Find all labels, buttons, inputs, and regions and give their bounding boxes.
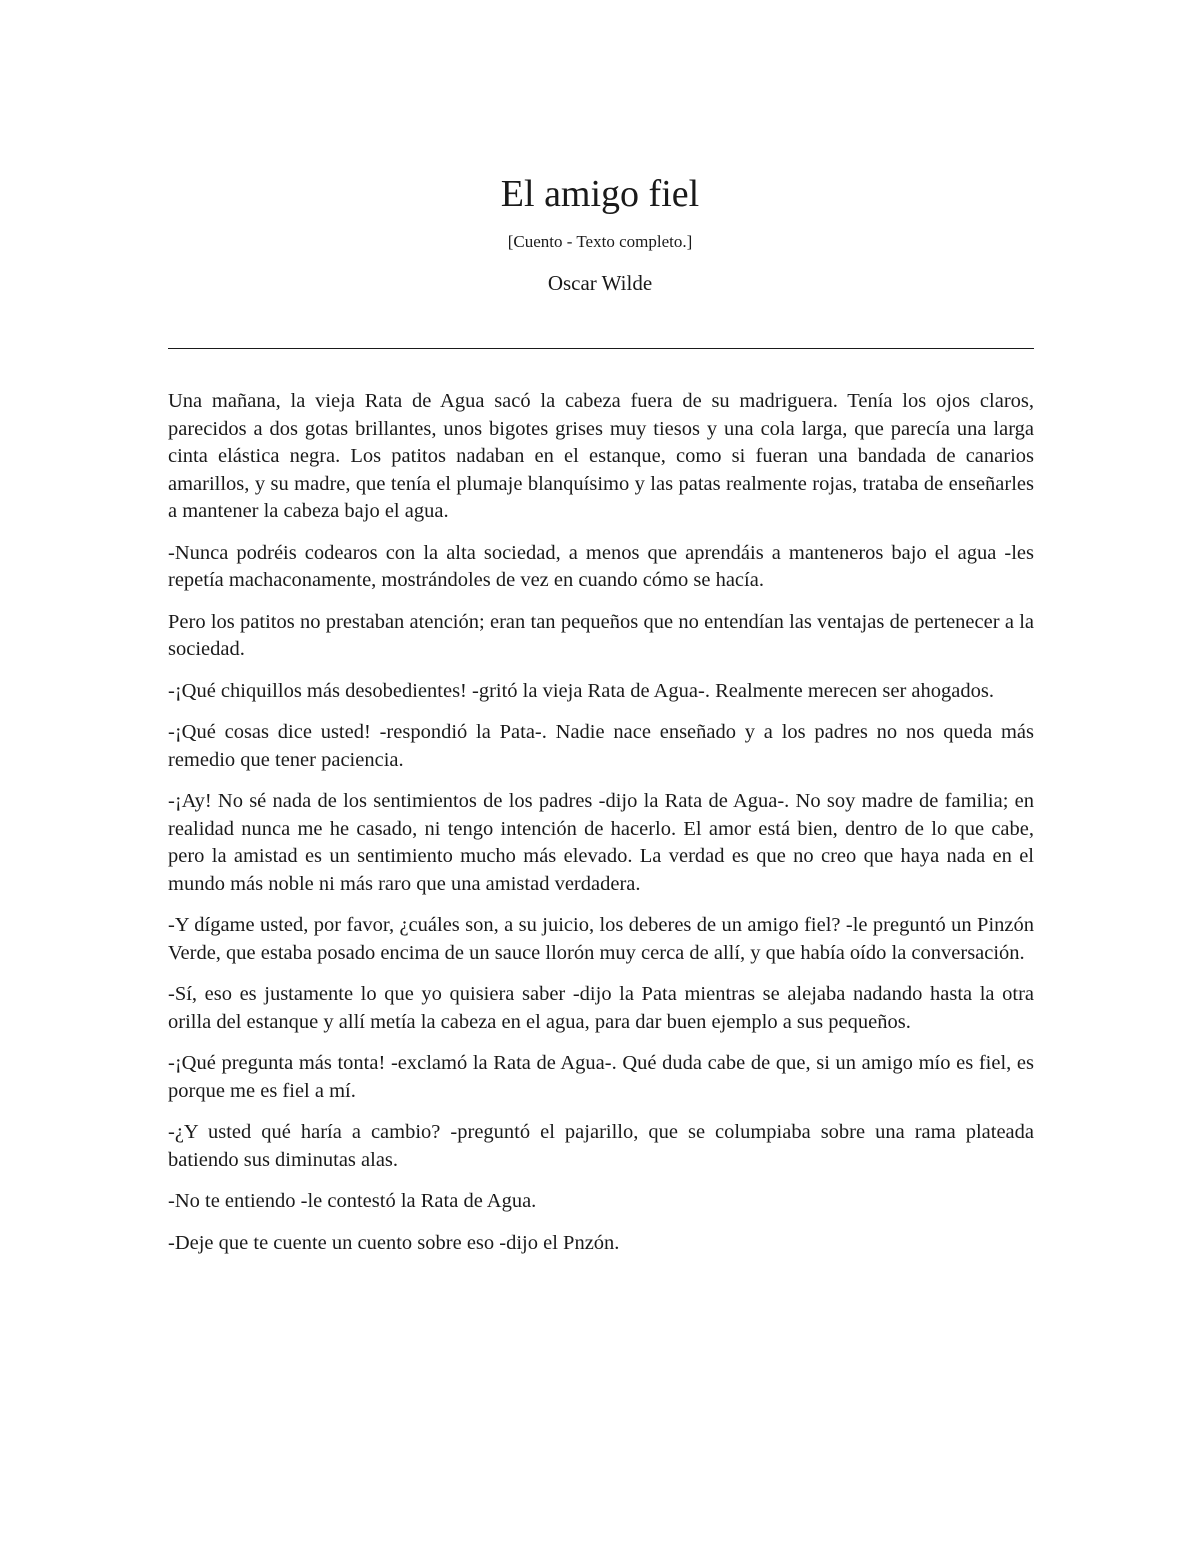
paragraph: Pero los patitos no prestaban atención; eran tan pequeños que no entendían las ventajas de pertenecer a la sociedad. [168,610,1034,660]
paragraph: Una mañana, la vieja Rata de Agua sacó la cabeza fuera de su madriguera. Tenía los ojos claros, parecidos a dos gotas brillantes, unos bigotes grises muy tiesos y una cola larga, que parecía una larga cinta elástica negra. Los patitos nadaban en el estanque, como si fueran una bandada de canarios amarillos, y su madre, que tenía el plumaje blanquísimo y las patas realmente rojas, trataba de enseñarles a mantener la cabeza bajo el agua. [168,390,1034,522]
document-author: Oscar Wilde [547,271,653,295]
paragraph: -No te entiendo -le contestó la Rata de Agua. [168,1190,537,1212]
document-subtitle: [Cuento - Texto completo.] [507,232,693,251]
paragraph: -¿Y usted qué haría a cambio? -preguntó el pajarillo, que se columpiaba sobre una rama plateada batiendo sus diminutas alas. [168,1121,1034,1171]
paragraph: -¡Qué cosas dice usted! -respondió la Pata-. Nadie nace enseñado y a los padres no nos queda más remedio que tener paciencia. [168,721,1034,771]
story-body [168,388,1034,1271]
paragraph: -Sí, eso es justamente lo que yo quisiera saber -dijo la Pata mientras se alejaba nadando hasta la otra orilla del estanque y allí metía la cabeza en el agua, para dar buen ejemplo a sus pequeños. [168,983,1034,1033]
paragraph: -¡Ay! No sé nada de los sentimientos de los padres -dijo la Rata de Agua-. No soy madre de familia; en realidad nunca me he casado, ni tengo intención de hacerlo. El amor está bien, dentro de lo que cabe, pero la amistad es un sentimiento mucho más elevado. La verdad es que no creo que haya nada en el mundo más noble ni más raro que una amistad verdadera. [168,790,1034,895]
horizontal-divider [168,348,1034,349]
paragraph: -Nunca podréis codearos con la alta sociedad, a menos que aprendáis a manteneros bajo el agua -les repetía machaconamente, mostrándoles de vez en cuando cómo se hacía. [168,541,1034,591]
paragraph: -¡Qué chiquillos más desobedientes! -gritó la vieja Rata de Agua-. Realmente merecen ser ahogados. [168,679,994,702]
paragraph: -Deje que te cuente un cuento sobre eso -dijo el Pnzón. [168,1231,620,1254]
paragraph: -Y dígame usted, por favor, ¿cuáles son, a su juicio, los deberes de un amigo fiel? -le preguntó un Pinzón Verde, que estaba posado encima de un sauce llorón muy cerca de allí, y que había oído la conversación. [168,914,1034,964]
document-title: El amigo fiel [500,173,700,215]
paragraph: -¡Qué pregunta más tonta! -exclamó la Rata de Agua-. Qué duda cabe de que, si un amigo mío es fiel, es porque me es fiel a mí. [168,1052,1034,1102]
